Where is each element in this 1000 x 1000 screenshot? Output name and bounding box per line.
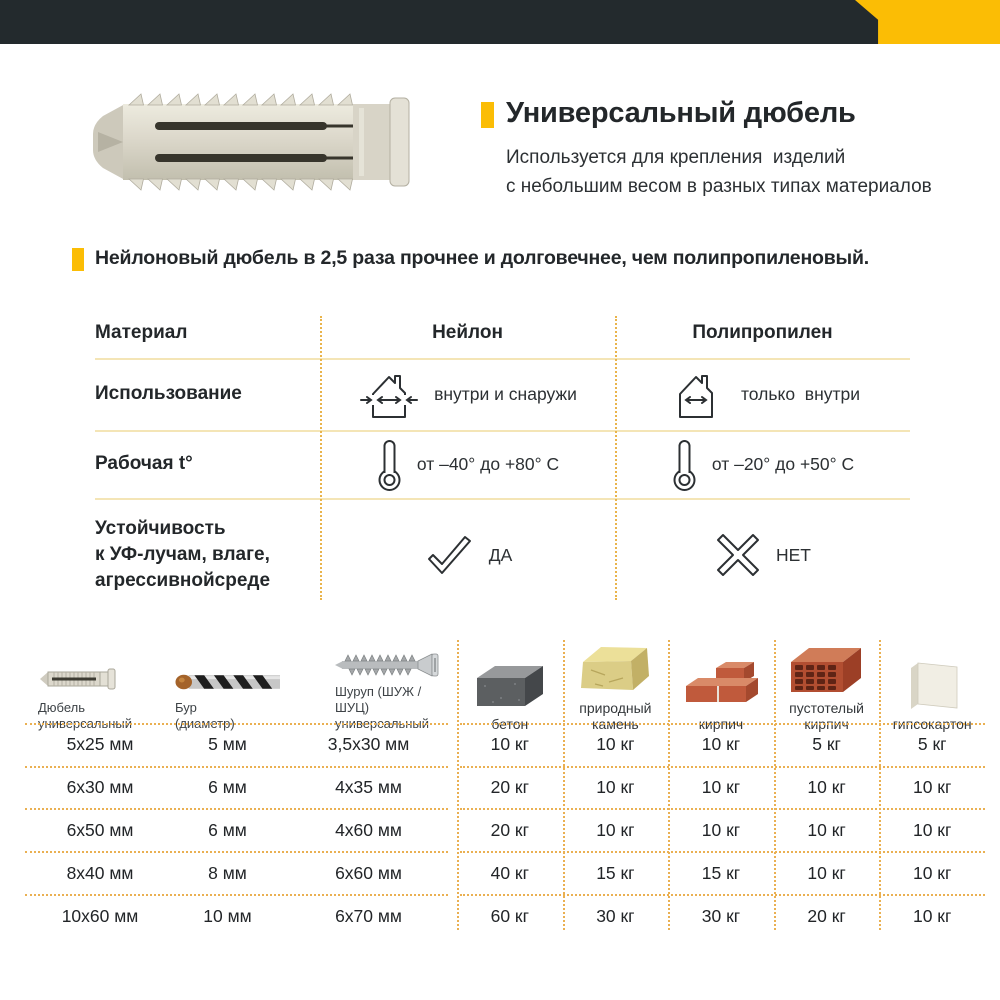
cell-load-drywall: 10 кг: [912, 906, 952, 926]
label-line: агрессивнойсреде: [95, 570, 271, 591]
table-row: [25, 723, 985, 766]
cell-load-concrete: 40 кг: [490, 863, 529, 883]
divider: [460, 723, 985, 725]
cell-load-concrete: 20 кг: [490, 820, 529, 840]
cell-load-stone: 10 кг: [596, 777, 635, 797]
cell-load-brick: 10 кг: [701, 734, 741, 754]
universal-dowel-photo: [85, 92, 420, 192]
col-label-line: Шуруп (ШУЖ / ШУЦ): [335, 684, 422, 715]
cell-load-concrete: 20 кг: [490, 777, 529, 797]
description-line: Используется для крепления изделий: [506, 147, 846, 168]
col-label: гипсокартон: [892, 716, 972, 732]
col-label-line: универсальный: [38, 716, 133, 731]
divider: [460, 851, 985, 853]
col-label: природный камень: [579, 700, 652, 732]
cell-load-hollow-brick: 5 кг: [812, 734, 841, 754]
comparison-table: [95, 308, 910, 612]
cell-load-hollow-brick: 10 кг: [807, 820, 846, 840]
hollow-brick-icon: [787, 640, 867, 694]
column-divider: [615, 316, 617, 600]
divider: [460, 894, 985, 896]
cell-dowel-size: 5х25 мм: [66, 734, 134, 754]
house-arrows-in-out-icon: [358, 368, 420, 420]
temperature-poly-value: от –20° до +50° C: [711, 453, 855, 474]
column-divider: [879, 640, 881, 930]
cell-dowel-size: 6х50 мм: [66, 820, 134, 840]
natural-stone-icon: [575, 642, 655, 694]
divider: [95, 358, 910, 360]
col-header-screw: [280, 640, 457, 735]
cell-load-stone: 10 кг: [596, 820, 635, 840]
label-line: Устойчивость: [95, 518, 226, 539]
cell-load-drywall: 5 кг: [917, 734, 947, 754]
headline-text: Нейлоновый дюбель в 2,5 раза прочнее и долговечнее, чем полипропиленовый.: [95, 247, 869, 269]
col-header-polypropylene: Полипропилен: [692, 322, 833, 343]
cell-screw-size: 6х60 мм: [335, 863, 402, 883]
cell-load-hollow-brick: 10 кг: [807, 777, 846, 797]
divider: [25, 723, 448, 725]
product-description: [506, 143, 932, 201]
divider: [25, 808, 448, 810]
comparison-row-resistance: [95, 498, 910, 612]
comparison-row-usage: [95, 358, 910, 430]
comparison-row-temperature: [95, 430, 910, 498]
column-divider: [320, 316, 322, 600]
cell-load-brick: 10 кг: [701, 820, 741, 840]
col-header-stone: [563, 640, 669, 735]
divider: [25, 766, 448, 768]
cell-screw-size: 4х35 мм: [335, 777, 402, 797]
cell-load-stone: 30 кг: [596, 906, 635, 926]
cell-screw-size: 3,5х30 мм: [327, 734, 410, 754]
house-arrows-inside-icon: [665, 368, 727, 420]
cell-load-brick: 10 кг: [701, 777, 741, 797]
column-divider: [563, 640, 565, 930]
row-label: Рабочая t°: [95, 453, 193, 474]
cell-drill-size: 6 мм: [208, 820, 247, 840]
col-label-line: Дюбель: [38, 700, 86, 715]
table-row: [25, 809, 985, 852]
cell-load-concrete: 10 кг: [490, 734, 529, 754]
screw-icon: [335, 652, 447, 678]
divider: [95, 430, 910, 432]
cell-drill-size: 10 мм: [203, 906, 252, 926]
dowel-icon: [38, 666, 120, 694]
spec-table: [25, 640, 985, 940]
comparison-header-row: [95, 308, 910, 358]
headline-yellow-marker: [72, 248, 84, 271]
col-header-hollow-brick: [774, 640, 880, 735]
cell-load-brick: 15 кг: [701, 863, 741, 883]
col-header-dowel: [25, 640, 175, 735]
cell-screw-size: 6х70 мм: [335, 906, 402, 926]
col-label-line: Бур: [175, 700, 197, 715]
col-header-concrete: [457, 640, 563, 735]
col-header-drywall: [879, 640, 985, 735]
divider: [460, 766, 985, 768]
usage-nylon-value: внутри и снаружи: [434, 383, 577, 404]
title-yellow-marker: [481, 102, 494, 128]
cell-load-drywall: 10 кг: [912, 863, 952, 883]
row-label: Использование: [95, 383, 242, 404]
cell-drill-size: 6 мм: [208, 777, 247, 797]
col-label: бетон: [491, 716, 529, 732]
resistance-poly-value: НЕТ: [776, 544, 811, 565]
temperature-nylon-value: от –40° до +80° C: [416, 453, 560, 474]
col-label: пустотелый кирпич: [789, 700, 864, 732]
column-divider: [457, 640, 459, 930]
brick-icon: [682, 658, 760, 710]
cell-load-concrete: 60 кг: [490, 906, 529, 926]
col-header-nylon: Нейлон: [432, 322, 503, 343]
cell-dowel-size: 8х40 мм: [66, 863, 134, 883]
usage-poly-value: только внутри: [740, 383, 861, 404]
cross-icon: [714, 531, 762, 579]
thermometer-icon: [376, 437, 403, 492]
label-line: к УФ-лучам, влаге,: [95, 544, 270, 565]
cell-load-stone: 10 кг: [596, 734, 635, 754]
cell-load-stone: 15 кг: [596, 863, 635, 883]
cell-dowel-size: 6х30 мм: [66, 777, 134, 797]
divider: [25, 894, 448, 896]
thermometer-icon: [671, 437, 698, 492]
divider: [460, 808, 985, 810]
col-header-material: Материал: [95, 322, 188, 343]
page-title: Универсальный дюбель: [506, 97, 856, 129]
col-header-brick: [668, 640, 774, 735]
cell-dowel-size: 10х60 мм: [61, 906, 139, 926]
description-line: с небольшим весом в разных типах материалов: [506, 176, 932, 197]
cell-load-hollow-brick: 20 кг: [807, 906, 846, 926]
cell-load-drywall: 10 кг: [912, 820, 952, 840]
divider: [25, 851, 448, 853]
top-bar: [0, 0, 1000, 44]
cell-load-brick: 30 кг: [701, 906, 741, 926]
row-label: [95, 498, 320, 612]
table-row: [25, 895, 985, 938]
divider: [95, 498, 910, 500]
cell-drill-size: 8 мм: [208, 863, 247, 883]
drill-bit-icon: [175, 670, 280, 694]
col-header-drill: [175, 640, 280, 735]
cell-load-hollow-brick: 10 кг: [807, 863, 846, 883]
cell-drill-size: 5 мм: [208, 734, 247, 754]
table-row: [25, 766, 985, 809]
table-row: [25, 852, 985, 895]
col-label-line: универсальный: [335, 716, 430, 731]
resistance-nylon-value: ДА: [488, 544, 513, 565]
concrete-block-icon: [471, 658, 549, 710]
column-divider: [774, 640, 776, 930]
col-label-line: (диаметр): [175, 716, 235, 731]
spec-header-row: [25, 640, 985, 732]
cell-screw-size: 4х60 мм: [335, 820, 402, 840]
column-divider: [668, 640, 670, 930]
cell-load-drywall: 10 кг: [912, 777, 952, 797]
drywall-icon: [899, 658, 965, 710]
checkmark-icon: [423, 533, 475, 577]
col-label: кирпич: [698, 716, 744, 732]
